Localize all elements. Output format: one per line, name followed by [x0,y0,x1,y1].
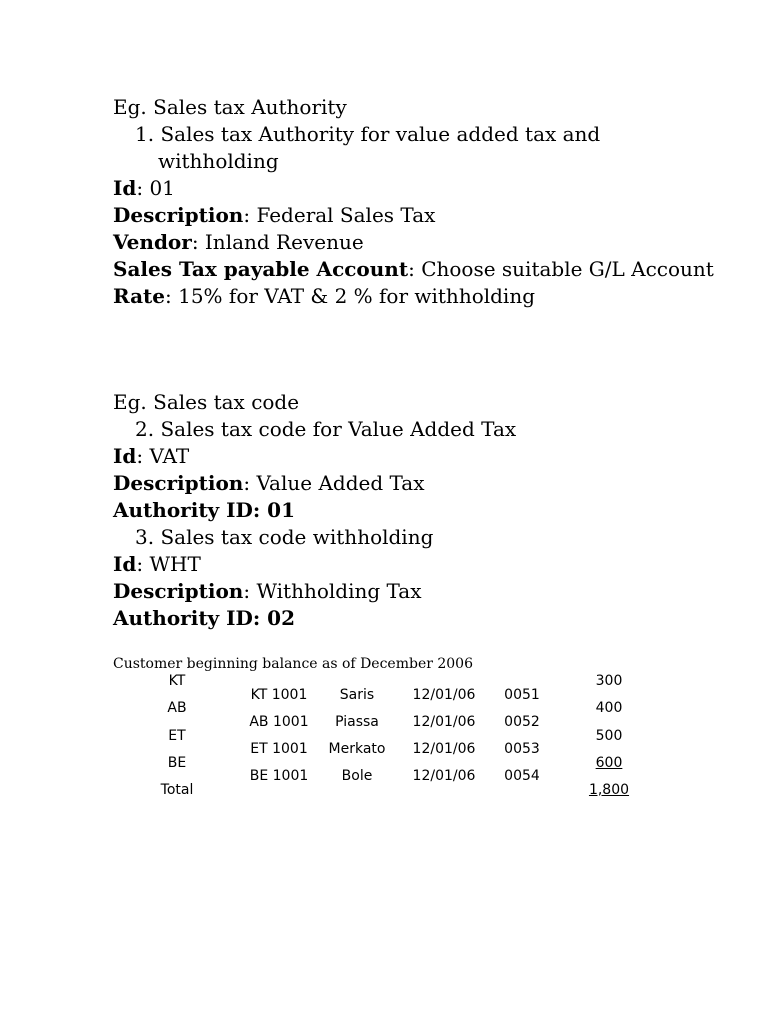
total-amount: 1,800 [588,782,630,798]
wht-authority-id: Authority ID: 02 [113,606,296,630]
field-value: : 15% for VAT & 2 % for withholding [165,284,536,308]
authority-item-1-cont: withholding [158,149,279,173]
customer-name: Bole [341,768,373,784]
field-value: : Value Added Tax [243,471,425,495]
customer-code: KT [168,673,186,689]
field-label: Sales Tax payable Account [113,257,409,281]
field-label: Id [113,444,137,468]
field-value: : VAT [136,444,190,468]
balance-amount: 500 [595,728,623,744]
field-label: Rate [113,284,166,308]
authority-id-field [113,176,175,200]
wht-description-field [113,579,422,603]
field-label: Id [113,552,137,576]
authority-description-field [113,203,435,227]
vat-id-field [113,444,189,468]
customer-name: Merkato [328,741,386,757]
field-value: : Choose suitable G/L Account [408,257,714,281]
total-label: Total [160,782,194,798]
customer-account: KT 1001 [250,687,308,703]
balance-date: 12/01/06 [412,768,476,784]
field-label: Description [113,203,244,227]
vat-description-field [113,471,424,495]
field-value: : 01 [136,176,175,200]
field-label: Description [113,579,244,603]
taxcode-item-3: 3. Sales tax code withholding [135,525,434,549]
balance-amount: 300 [595,673,623,689]
invoice-number: 0051 [504,687,540,703]
invoice-number: 0054 [504,768,540,784]
customer-account: BE 1001 [249,768,309,784]
balance-date: 12/01/06 [412,714,476,730]
taxcode-item-2: 2. Sales tax code for Value Added Tax [135,417,517,441]
field-value: : WHT [136,552,201,576]
balance-amount: 400 [595,700,623,716]
taxcode-heading: Eg. Sales tax code [113,390,300,414]
invoice-number: 0053 [504,741,540,757]
customer-code: BE [167,755,187,771]
customer-name: Piassa [335,714,379,730]
balance-date: 12/01/06 [412,687,476,703]
field-label: Vendor [113,230,192,254]
authority-rate-field [113,284,535,308]
customer-account: AB 1001 [249,714,309,730]
authority-vendor-field [113,230,364,254]
balance-date: 12/01/06 [412,741,476,757]
wht-id-field [113,552,201,576]
authority-account-field [113,257,714,281]
field-label: Id [113,176,137,200]
customer-account: ET 1001 [250,741,308,757]
field-label: Description [113,471,244,495]
balance-amount: 600 [595,755,623,771]
customer-code: AB [167,700,187,716]
invoice-number: 0052 [504,714,540,730]
balance-caption: Customer beginning balance as of December 2006 [113,656,473,672]
customer-name: Saris [339,687,375,703]
authority-heading: Eg. Sales tax Authority [113,95,347,119]
field-value: : Inland Revenue [191,230,364,254]
field-value: : Federal Sales Tax [243,203,436,227]
customer-code: ET [168,728,186,744]
authority-item-1: 1. Sales tax Authority for value added tax and [135,122,601,146]
vat-authority-id: Authority ID: 01 [113,498,296,522]
field-value: : Withholding Tax [243,579,422,603]
